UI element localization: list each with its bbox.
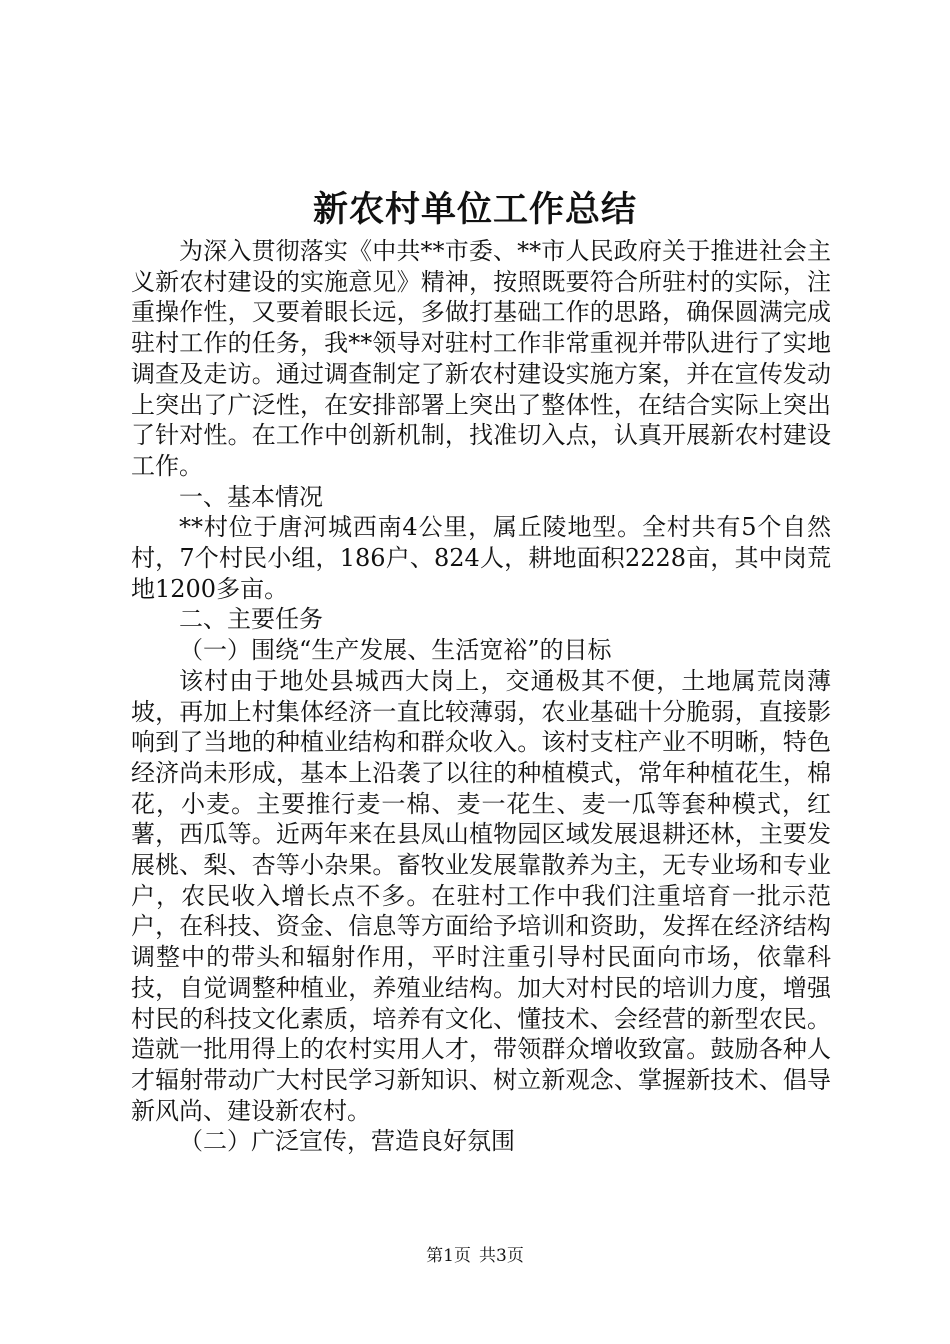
subsection-heading-production: （一）围绕“生产发展、生活宽裕”的目标 (179, 636, 612, 665)
production-paragraph: 该村由于地处县城西大岗上，交通极其不便，土地属荒岗薄坡，再加上村集体经济一直比较薄弱，农业基础十分脆弱，直接影响到了当地的种植业结构和群众收入。该村支柱产业不明晰，特色经济尚未形成，基本上沿袭了以往的种植模式，常年种植花生，棉花，小麦。主要推行麦一棉、麦一花生、麦一瓜等套种模式，红薯，西瓜等。近两年来在县凤山植物园区域发展退耕还林，主要发展桃、梨、杏等小杂果。畜牧业发展靠散养为主，无专业场和专业户，农民收入增长点不多。在驻村工作中我们注重培育一批示范户，在科技、资金、信息等方面给予培训和资助，发挥在经济结构调整中的带头和辐射作用，平时注重引导村民面向市场，依靠科技，自觉调整种植业，养殖业结构。加大对村民的培训力度，增强村民的科技文化素质，培养有文化、懂技术、会经营的新型农民。造就一批用得上的农村实用人才，带领群众增收致富。鼓励各种人才辐射带动广大村民学习新知识、树立新观念、掌握新技术、倡导新风尚、建设新农村。 (131, 666, 831, 1125)
basic-situation-paragraph: **村位于唐河城西南4公里，属丘陵地型。全村共有5个自然村，7个村民小组，186户、824人，耕地面积2228亩，其中岗荒地1200多亩。 (131, 513, 831, 603)
intro-paragraph: 为深入贯彻落实《中共**市委、**市人民政府关于推进社会主义新农村建设的实施意见》精神，按照既要符合所驻村的实际，注重操作性，又要着眼长远，多做打基础工作的思路，确保圆满完成驻村工作的任务，我**领导对驻村工作非常重视并带队进行了实地调查及走访。通过调查制定了新农村建设实施方案，并在宣传发动上突出了广泛性，在安排部署上突出了整体性，在结合实际上突出了针对性。在工作中创新机制，找准切入点，认真开展新农村建设工作。 (131, 237, 831, 480)
page-number: 第1页 (426, 1246, 471, 1266)
document-body (131, 236, 831, 1157)
page-footer (0, 1244, 950, 1268)
document-title: 新农村单位工作总结 (312, 189, 637, 230)
section-heading-main-tasks: 二、主要任务 (179, 605, 323, 634)
page-total: 共3页 (479, 1246, 524, 1266)
subsection-heading-publicity: （二）广泛宣传，营造良好氛围 (179, 1127, 515, 1156)
section-heading-basic-situation: 一、基本情况 (179, 482, 323, 511)
